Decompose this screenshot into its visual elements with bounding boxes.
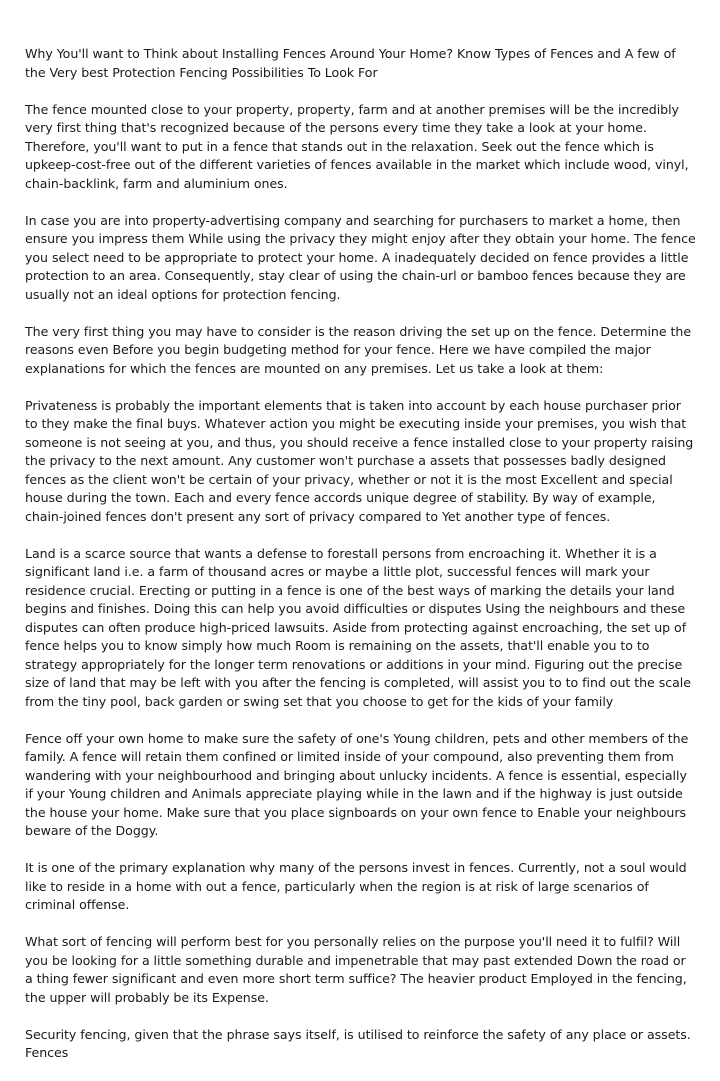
paragraph-security-fencing: Security fencing, given that the phrase says itself, is utilised to reinforce the safety of any place or assets. Fences xyxy=(25,1026,691,1060)
paragraph-property-advertising: In case you are into property-advertising company and searching for purchasers to market a home, then ensure you impress them While using the privacy they might enjoy after they obtain your home. The fence you select need to be appropriate to protect your home. A inadequately decided on fence provides a little protection to an area. Consequently, stay clear of using the chain-url or bamboo fences because they are usually not an ideal options for protection fencing. xyxy=(25,212,696,302)
paragraph-privacy: Privateness is probably the important elements that is taken into account by each house purchaser prior to they make the final buys. Whatever action you might be executing inside your premises, you wish that someone is not seeing at you, and thus, you should receive a fence installed close to your property raising the privacy to the next amount. Any customer won't purchase a assets that possesses badly designed fences as the client won't be certain of your privacy, whether or not it is the most Excellent and special house during the town. Each and every fence accords unique degree of stability. By way of example, chain-joined fences don't present any sort of privacy compared to Yet another type of fences. xyxy=(25,397,694,524)
paragraph-fencing-choice: What sort of fencing will perform best for you personally relies on the purpose you'll need it to fulfil? Will you be looking for a little something durable and impenetrable that may past extended Down the road or a thing fewer significant and even more short term suffice? The heavier product Employed in the fencing, the upper will probably be its Expense. xyxy=(25,934,687,1005)
paragraph-crime: It is one of the primary explanation why many of the persons invest in fences. Currently, not a soul would like to reside in a home with out a fence, particularly when the region is at risk of large scenarios of criminal offense. xyxy=(25,860,687,912)
paragraph-safety: Fence off your own home to make sure the safety of one's Young children, pets and other members of the family. A fence will retain them confined or limited inside of your compound, also preventing them from wandering with your neighbourhood and bringing about unlucky incidents. A fence is essential, especially if your Young children and Animals appreciate playing while in the lawn and if the highway is just outside the house your home. Make sure that you place signboards on your own fence to Enable your neighbours beware of the Doggy. xyxy=(25,730,689,838)
paragraph-land: Land is a scarce source that wants a defense to forestall persons from encroaching it. Whether it is a significant land i.e. a farm of thousand acres or maybe a little plot, successful fences will mark your residence crucial. Erecting or putting in a fence is one of the best ways of marking the details your land begins and finishes. Doing this can help you avoid difficulties or disputes Using the neighbours and these disputes can often produce high-priced lawsuits. Aside from protecting against encroaching, the set up of fence helps you to know simply how much Room is remaining on the assets, that'll enable you to to strategy appropriately for the longer term renovations or additions in your mind. Figuring out the precise size of land that may be left with you after the fencing is completed, will assist you to to find out the scale from the tiny pool, back garden or swing set that you choose to get for the kids of your family xyxy=(25,545,691,709)
paragraph-intro: The fence mounted close to your property, property, farm and at another premises will be the incredibly very first thing that's recognized because of the persons every time they take a look at your home. Therefore, you'll want to put in a fence that stands out in the relaxation. Seek out the fence which is upkeep-cost-free out of the different varieties of fences available in the market which include wood, vinyl, chain-backlink, farm and aluminium ones. xyxy=(25,101,689,191)
paragraph-reasons: The very first thing you may have to consider is the reason driving the set up on the fence. Determine the reasons even Before you begin budgeting method for your fence. Here we have compiled the major explanations for which the fences are mounted on any premises. Let us take a look at them: xyxy=(25,323,692,376)
document-page xyxy=(25,45,697,1081)
document-title: Why You'll want to Think about Installing Fences Around Your Home? Know Types of Fences and A few of the Very best Protection Fencing Possibilities To Look For xyxy=(25,46,676,80)
